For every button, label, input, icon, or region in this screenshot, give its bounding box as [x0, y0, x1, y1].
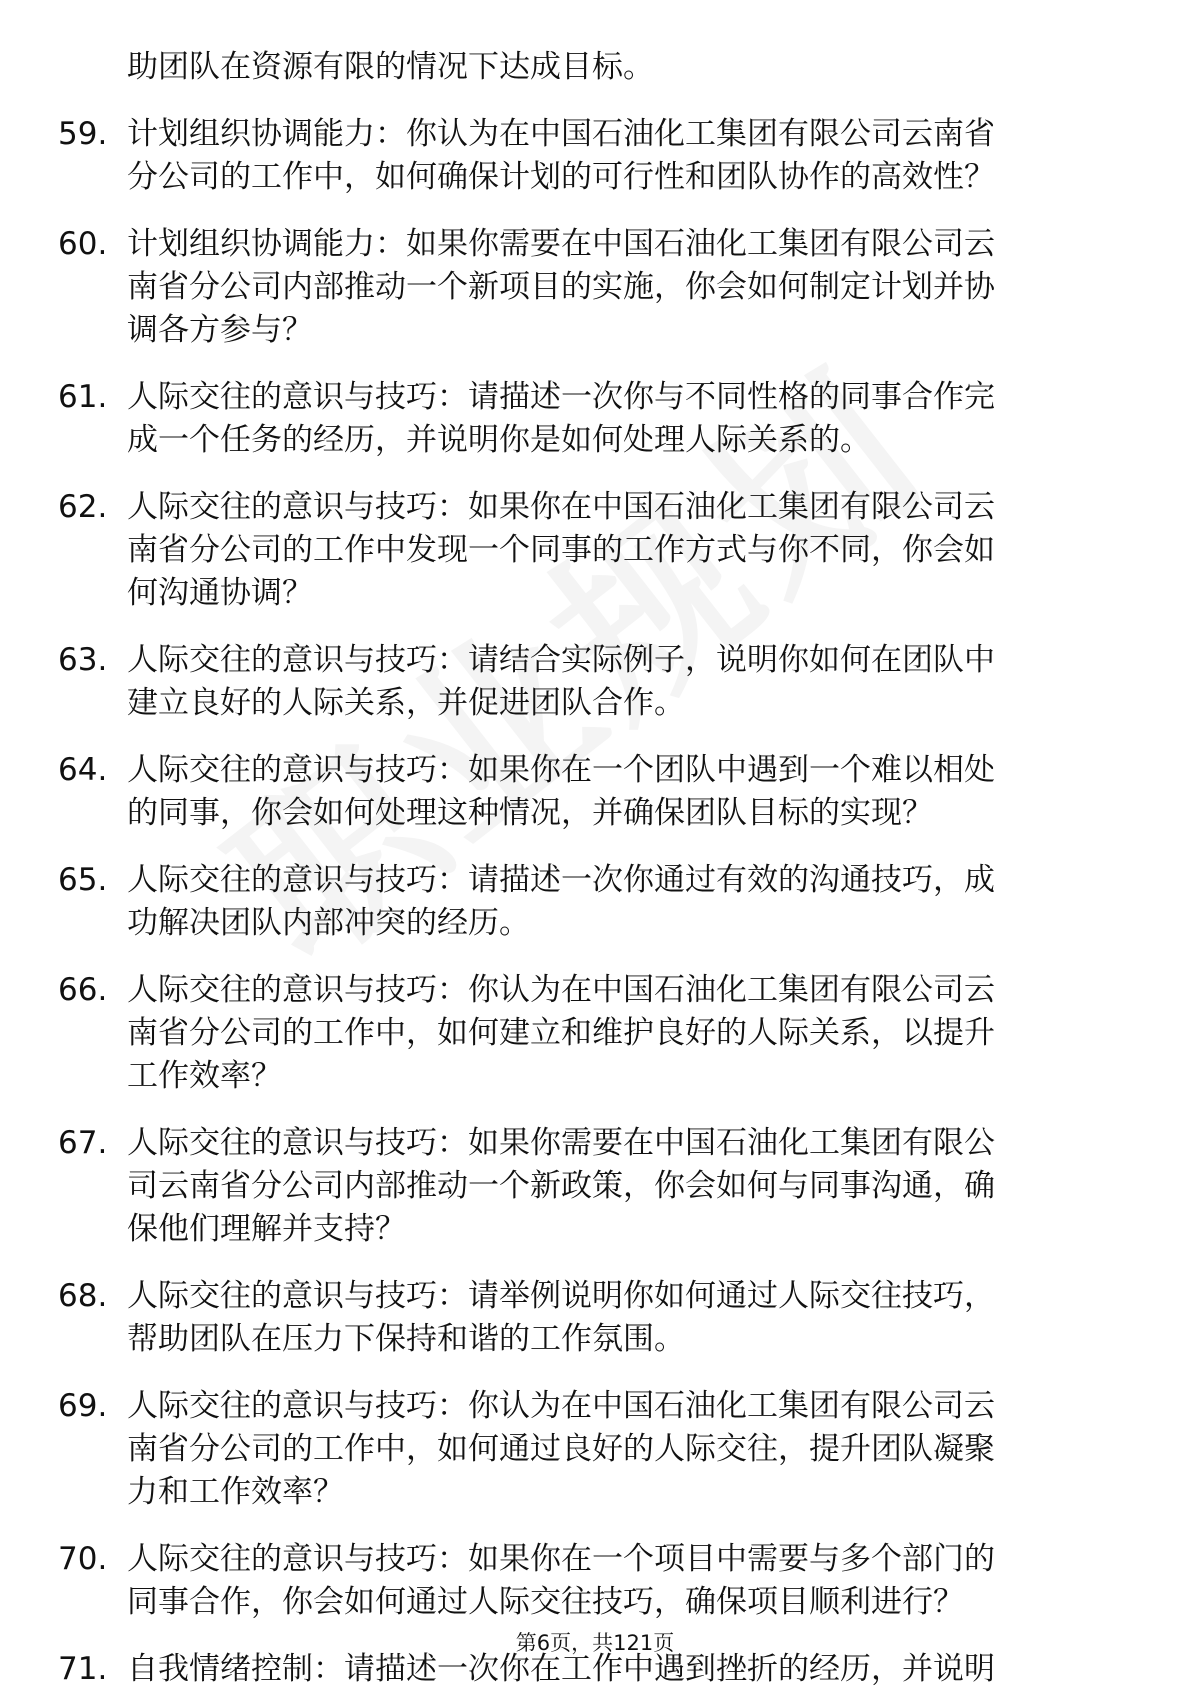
- question-text: [127, 1385, 1098, 1514]
- question-number: 67.: [58, 1125, 108, 1161]
- question-line: 计划组织协调能力：你认为在中国石油化工集团有限公司云南省: [127, 116, 995, 152]
- question-number: 66.: [58, 972, 108, 1008]
- question-text: [127, 486, 1098, 615]
- question-line: 人际交往的意识与技巧：如果你在中国石油化工集团有限公司云: [127, 489, 995, 525]
- question-list: [58, 46, 1098, 1691]
- question-line: 自我情绪控制：请描述一次你在工作中遇到挫折的经历，并说明: [127, 1651, 995, 1687]
- question-line: 人际交往的意识与技巧：如果你在一个项目中需要与多个部门的: [127, 1541, 995, 1577]
- question-line: 人际交往的意识与技巧：如果你在一个团队中遇到一个难以相处: [127, 752, 995, 788]
- question-item: [58, 749, 1098, 835]
- question-item: [58, 113, 1098, 199]
- question-item: [58, 1385, 1098, 1514]
- continuation-line: 助团队在资源有限的情况下达成目标。: [127, 49, 654, 85]
- question-text: [127, 749, 1098, 835]
- question-line: 分公司的工作中，如何确保计划的可行性和团队协作的高效性？: [127, 159, 995, 195]
- question-text: [127, 859, 1098, 945]
- question-item: [58, 376, 1098, 462]
- question-number: 68.: [58, 1278, 108, 1314]
- question-item: [58, 859, 1098, 945]
- question-line: 成一个任务的经历，并说明你是如何处理人际关系的。: [127, 422, 871, 458]
- question-line: 人际交往的意识与技巧：请描述一次你通过有效的沟通技巧，成: [127, 862, 995, 898]
- question-line: 保他们理解并支持？: [127, 1211, 406, 1247]
- question-line: 帮助团队在压力下保持和谐的工作氛围。: [127, 1321, 685, 1357]
- question-line: 南省分公司的工作中，如何通过良好的人际交往，提升团队凝聚: [127, 1431, 995, 1467]
- question-line: 南省分公司的工作中，如何建立和维护良好的人际关系，以提升: [127, 1015, 995, 1051]
- question-item: [58, 1275, 1098, 1361]
- question-line: 人际交往的意识与技巧：你认为在中国石油化工集团有限公司云: [127, 972, 995, 1008]
- question-number: 71.: [58, 1651, 108, 1687]
- question-line: 调各方参与？: [127, 312, 313, 348]
- question-number: 60.: [58, 226, 108, 262]
- question-line: 何沟通协调？: [127, 575, 313, 611]
- question-text: [127, 223, 1098, 352]
- question-line: 司云南省分公司内部推动一个新政策，你会如何与同事沟通，确: [127, 1168, 995, 1204]
- question-number: 61.: [58, 379, 108, 415]
- question-number: 62.: [58, 489, 108, 525]
- question-number: 59.: [58, 116, 108, 152]
- question-text: [127, 969, 1098, 1098]
- question-number: 65.: [58, 862, 108, 898]
- question-number: 69.: [58, 1388, 108, 1424]
- question-text: [127, 376, 1098, 462]
- question-line: 人际交往的意识与技巧：如果你需要在中国石油化工集团有限公: [127, 1125, 995, 1161]
- question-line: 力和工作效率？: [127, 1474, 344, 1510]
- question-line: 同事合作，你会如何通过人际交往技巧，确保项目顺利进行？: [127, 1584, 964, 1620]
- question-number: 70.: [58, 1541, 108, 1577]
- question-text: [127, 1538, 1098, 1624]
- question-line: 功解决团队内部冲突的经历。: [127, 905, 530, 941]
- question-line: 人际交往的意识与技巧：请举例说明你如何通过人际交往技巧，: [127, 1278, 995, 1314]
- question-item: [58, 969, 1098, 1098]
- question-line: 南省分公司的工作中发现一个同事的工作方式与你不同，你会如: [127, 532, 995, 568]
- question-text: [127, 1122, 1098, 1251]
- question-line: 建立良好的人际关系，并促进团队合作。: [127, 685, 685, 721]
- question-item: [58, 1538, 1098, 1624]
- question-text: [127, 113, 1098, 199]
- question-number: 63.: [58, 642, 108, 678]
- question-text: [127, 1275, 1098, 1361]
- question-item: [58, 1122, 1098, 1251]
- question-line: 工作效率？: [127, 1058, 282, 1094]
- question-item: [58, 486, 1098, 615]
- question-line: 计划组织协调能力：如果你需要在中国石油化工集团有限公司云: [127, 226, 995, 262]
- question-item: [58, 223, 1098, 352]
- page-footer: 第6页，共121页: [515, 1631, 675, 1655]
- question-line: 的同事，你会如何处理这种情况，并确保团队目标的实现？: [127, 795, 933, 831]
- question-line: 人际交往的意识与技巧：你认为在中国石油化工集团有限公司云: [127, 1388, 995, 1424]
- question-line: 南省分公司内部推动一个新项目的实施，你会如何制定计划并协: [127, 269, 995, 305]
- question-text: [127, 639, 1098, 725]
- question-line: 人际交往的意识与技巧：请结合实际例子，说明你如何在团队中: [127, 642, 995, 678]
- question-item: [58, 639, 1098, 725]
- question-number: 64.: [58, 752, 108, 788]
- question-line: 人际交往的意识与技巧：请描述一次你与不同性格的同事合作完: [127, 379, 995, 415]
